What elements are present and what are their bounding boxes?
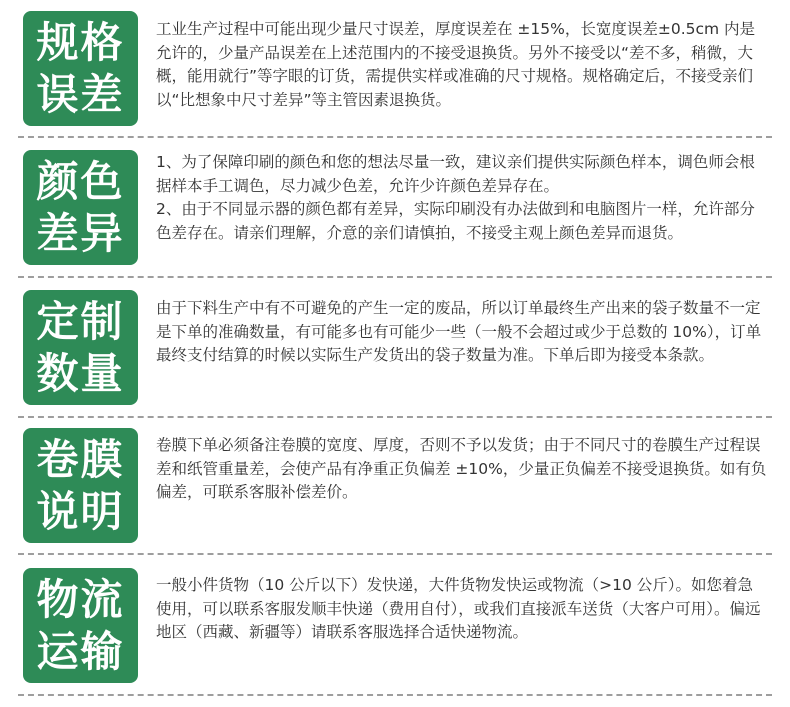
section-text — [156, 18, 768, 112]
dashed-divider — [18, 694, 772, 696]
paragraph: 由于下料生产中有不可避免的产生一定的废品，所以订单最终生产出来的袋子数量不一定是下单的准确数量，有可能多也有可能少一些（一般不会超过或少于总数的 10%），订单最终支付结算的时候以实际生产发货出的袋子数量为准。下单后即为接受本条款。 — [156, 299, 762, 364]
badge-logistics — [23, 568, 138, 683]
badge-line-2: 差异 — [36, 208, 125, 258]
paragraph: 1、为了保障印刷的颜色和您的想法尽量一致，建议亲们提供实际颜色样本，调色师会根据样本手工调色，尽力减少色差，允许少许颜色差异存在。 — [156, 153, 755, 195]
section-text — [156, 297, 768, 368]
dashed-divider — [18, 136, 772, 138]
section-text — [156, 574, 768, 645]
badge-film-roll — [23, 428, 138, 543]
paragraph: 一般小件货物（10 公斤以下）发快递，大件货物发快运或物流（>10 公斤）。如您着急使用，可以联系客服发顺丰快递（费用自付），或我们直接派车送货（大客户可用）。偏远地区（西藏、新疆等）请联系客服选择合适快递物流。 — [156, 576, 761, 641]
paragraph: 卷膜下单必须备注卷膜的宽度、厚度，否则不予以发货；由于不同尺寸的卷膜生产过程误差和纸管重量差，会使产品有净重正负偏差 ±10%，少量正负偏差不接受退换货。如有负偏差，可联系客服补偿差价。 — [156, 436, 767, 501]
badge-line-1: 规格 — [36, 17, 125, 67]
badge-line-1: 定制 — [36, 296, 125, 346]
badge-color-difference — [23, 150, 138, 265]
badge-line-2: 误差 — [36, 69, 125, 119]
dashed-divider — [18, 276, 772, 278]
paragraph: 2、由于不同显示器的颜色都有差异，实际印刷没有办法做到和电脑图片一样，允许部分色差存在。请亲们理解，介意的亲们请慎拍，不接受主观上颜色差异而退货。 — [156, 200, 755, 242]
badge-line-2: 运输 — [36, 626, 125, 676]
badge-line-1: 颜色 — [36, 156, 125, 206]
badge-line-2: 说明 — [36, 486, 125, 536]
dashed-divider — [18, 416, 772, 418]
badge-spec-tolerance — [23, 11, 138, 126]
paragraph: 工业生产过程中可能出现少量尺寸误差，厚度误差在 ±15%，长宽度误差±0.5cm 内是允许的，少量产品误差在上述范围内的不接受退换货。另外不接受以“差不多，稍微，大概，能用就行”等字眼的订货，需提供实样或准确的尺寸规格。规格确定后，不接受亲们以“比想象中尺寸差异”等主管因素退换货。 — [156, 20, 756, 109]
badge-custom-quantity — [23, 290, 138, 405]
section-text — [156, 151, 768, 245]
badge-line-1: 物流 — [36, 574, 125, 624]
section-text — [156, 434, 768, 505]
badge-line-1: 卷膜 — [36, 434, 125, 484]
dashed-divider — [18, 553, 772, 555]
badge-line-2: 数量 — [36, 348, 125, 398]
